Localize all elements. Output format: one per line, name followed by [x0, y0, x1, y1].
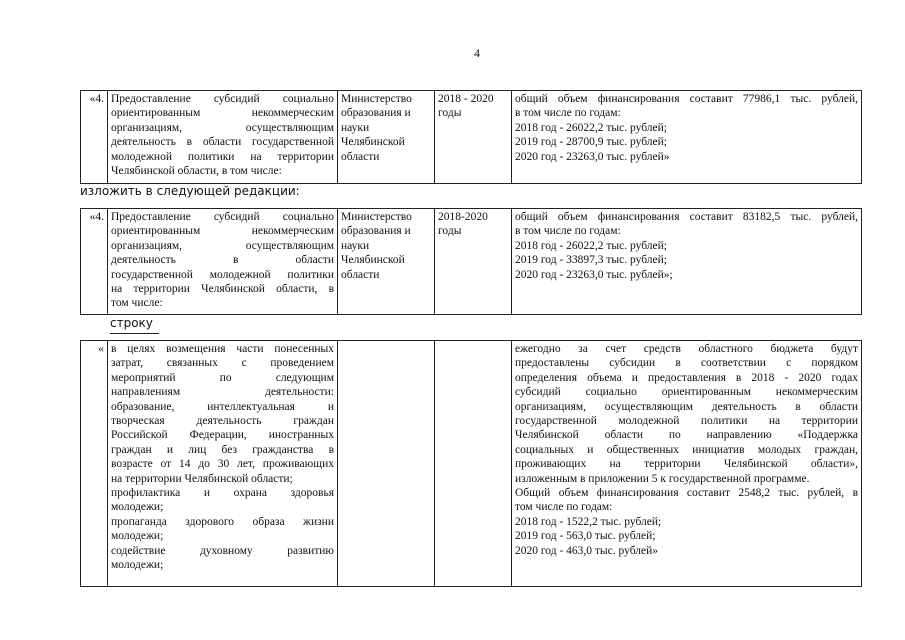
funding-cell: [512, 341, 862, 587]
caption-row: строку: [110, 316, 153, 330]
cell-line: Челябинской: [341, 136, 405, 149]
cell-line: годы: [438, 107, 462, 120]
executor-cell: [338, 341, 435, 587]
cell-line: Предоставление субсидий социально: [111, 93, 334, 105]
page-number: 4: [474, 46, 480, 60]
measure-name-cell: [108, 341, 338, 587]
cell-line: образования и: [341, 225, 411, 238]
caption-replace: изложить в следующей редакции:: [80, 184, 300, 198]
cell-line: деятельность в области государственной: [111, 136, 334, 149]
cell-line: Челябинской области, в том числе:: [111, 165, 282, 178]
table-old-row: [80, 90, 862, 184]
cell-line: области: [341, 150, 380, 163]
cell-line: 2020 год - 23263,0 тыс. рублей»: [515, 150, 670, 163]
funding-cell: [512, 209, 862, 315]
cell-line: субсидий социально ориентированным некоммерческим: [515, 386, 858, 399]
cell-line: изложенным в приложении 5 к государственной программе.: [515, 472, 810, 485]
cell-line: проживающих на территории Челябинской области»,: [515, 458, 858, 471]
period-cell: [435, 341, 512, 587]
cell-line: затрат, связанных с проведением: [111, 357, 334, 370]
cell-line: направлениям деятельности:: [111, 386, 334, 399]
cell-line: в целях возмещения части понесенных: [111, 343, 334, 355]
cell-line: Российской Федерации, иностранных: [111, 429, 334, 442]
cell-line: организациям, осуществляющим: [111, 239, 334, 252]
cell-line: годы: [438, 225, 462, 238]
cell-line: ориентированным некоммерческим: [111, 225, 334, 238]
cell-line: государственной молодежной политики на территории: [515, 415, 858, 428]
cell-line: 2019 год - 33897,3 тыс. рублей;: [515, 254, 667, 267]
cell-line: пропаганда здорового образа жизни: [111, 515, 334, 528]
cell-line: общий объем финансирования составит 83182,5 тыс. рублей,: [515, 211, 858, 223]
cell-line: Челябинской: [341, 254, 405, 267]
item-number: «4.: [81, 91, 108, 184]
executor-cell: [338, 91, 435, 184]
cell-line: молодежи;: [111, 530, 164, 543]
cell-line: 2019 год - 28700,9 тыс. рублей;: [515, 136, 667, 149]
cell-line: организациям, осуществляющим деятельность в области: [515, 400, 858, 413]
cell-line: молодежи;: [111, 501, 164, 514]
cell-line: деятельность в области: [111, 254, 334, 267]
item-number: «4.: [81, 209, 108, 315]
period-cell: [435, 209, 512, 315]
table-row: [81, 209, 862, 315]
cell-line: мероприятий по следующим: [111, 371, 334, 384]
cell-line: содействие духовному развитию: [111, 544, 334, 557]
cell-line: образование, интеллектуальная и: [111, 400, 334, 413]
cell-line: Министерство: [341, 93, 412, 105]
executor-cell: [338, 209, 435, 315]
table-new-row: [80, 208, 862, 315]
cell-line: в том числе по годам:: [515, 107, 621, 120]
cell-line: 2018-2020: [438, 211, 488, 223]
cell-line: 2018 - 2020: [438, 93, 494, 105]
cell-line: 2018 год - 26022,2 тыс. рублей;: [515, 121, 667, 134]
cell-line: 2020 год - 463,0 тыс. рублей»: [515, 544, 659, 557]
table-row: [81, 341, 862, 587]
cell-line: области: [341, 268, 380, 281]
cell-line: на территории Челябинской области, в: [111, 283, 334, 296]
table-row: [81, 91, 862, 184]
cell-line: том числе:: [111, 297, 163, 310]
cell-line: профилактика и охрана здоровья: [111, 487, 334, 500]
cell-line: молодежи;: [111, 559, 164, 572]
cell-line: ежегодно за счет средств областного бюджета будут: [515, 343, 858, 355]
cell-line: молодежной политики на территории: [111, 150, 334, 163]
cell-line: 2019 год - 563,0 тыс. рублей;: [515, 530, 656, 543]
cell-line: науки: [341, 239, 370, 252]
cell-line: том числе по годам:: [515, 501, 613, 514]
cell-line: творческая деятельность граждан: [111, 415, 334, 428]
cell-line: ориентированным некоммерческим: [111, 107, 334, 120]
cell-line: в том числе по годам:: [515, 225, 621, 238]
cell-line: 2018 год - 1522,2 тыс. рублей;: [515, 515, 662, 528]
cell-line: социальных и общественных инициатив молодых граждан,: [515, 443, 858, 456]
funding-cell: [512, 91, 862, 184]
cell-line: образования и: [341, 107, 411, 120]
cell-line: 2020 год - 23263,0 тыс. рублей»;: [515, 268, 673, 281]
cell-line: Челябинской области по направлению «Поддержка: [515, 429, 858, 442]
item-number: «: [81, 341, 108, 587]
cell-line: Общий объем финансирования составит 2548,2 тыс. рублей, в: [515, 487, 858, 500]
period-cell: [435, 91, 512, 184]
cell-line: 2018 год - 26022,2 тыс. рублей;: [515, 239, 667, 252]
cell-line: на территории Челябинской области;: [111, 472, 293, 485]
cell-line: Министерство: [341, 211, 412, 223]
table-amended-row: [80, 340, 862, 587]
cell-line: предоставлены субсидии в соответствии с порядком: [515, 357, 858, 370]
cell-line: науки: [341, 121, 370, 134]
cell-line: граждан и лиц без гражданства в: [111, 443, 334, 456]
cell-line: Предоставление субсидий социально: [111, 211, 334, 223]
cell-line: возрасте от 14 до 30 лет, проживающих: [111, 458, 334, 471]
cell-line: организациям, осуществляющим: [111, 121, 334, 134]
cell-line: определения объема и предоставления в 2018 - 2020 годах: [515, 371, 858, 384]
measure-name-cell: [108, 91, 338, 184]
cell-line: государственной молодежной политики: [111, 268, 334, 281]
measure-name-cell: [108, 209, 338, 315]
cell-line: общий объем финансирования составит 77986,1 тыс. рублей,: [515, 93, 858, 105]
